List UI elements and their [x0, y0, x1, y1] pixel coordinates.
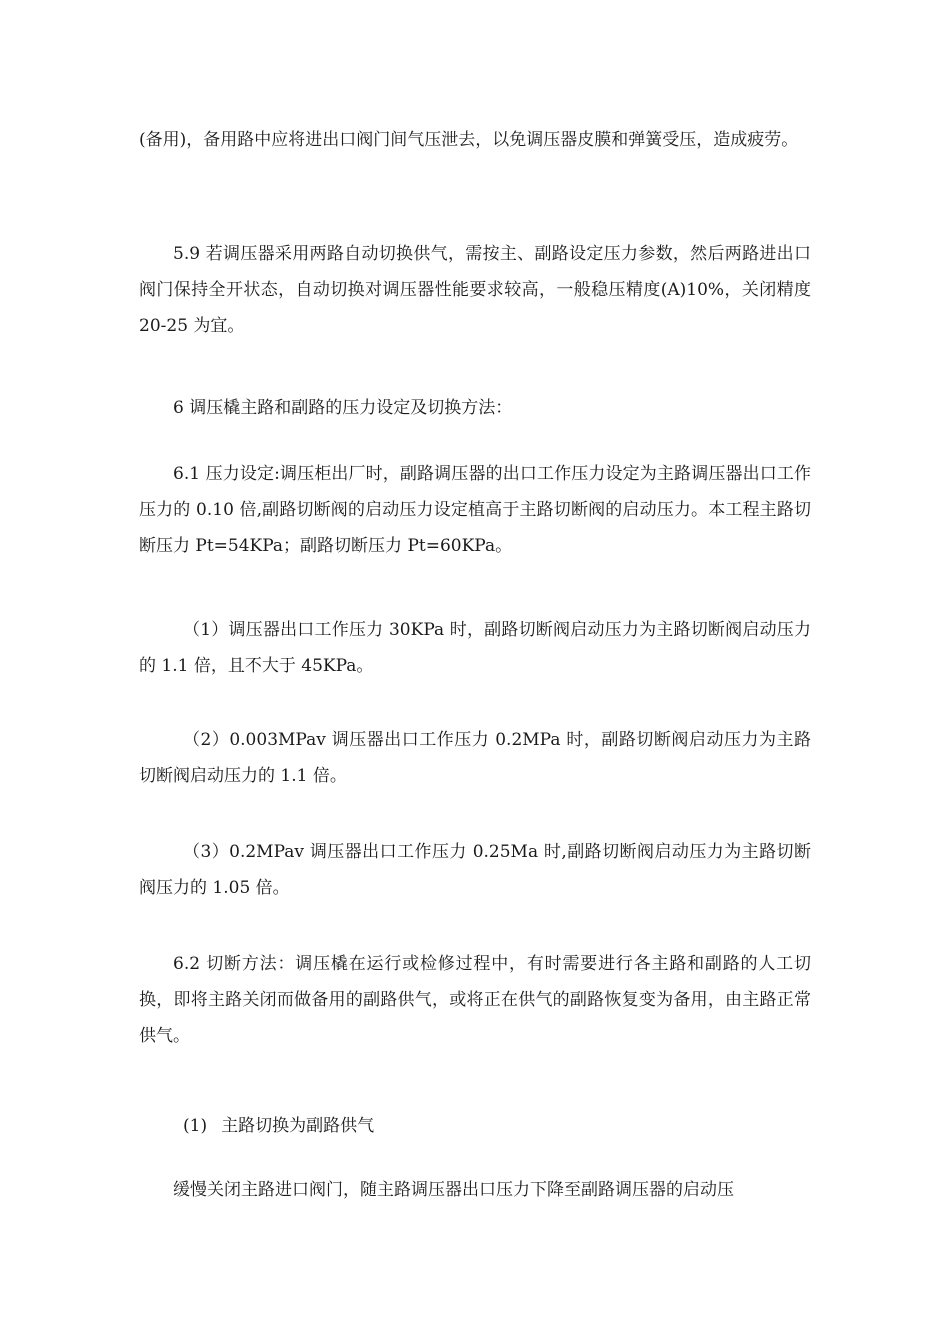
paragraph-item-1: （1）调压器出口工作压力 30KPa 时，副路切断阀启动压力为主路切断阀启动压力的 1.1 倍，且不大于 45KPa。	[139, 620, 811, 676]
sub-item-number: (1)	[183, 1116, 208, 1136]
paragraph-last: 缓慢关闭主路进口阀门，随主路调压器出口压力下降至副路调压器的启动压	[173, 1180, 734, 1200]
section-heading-6: 6 调压橇主路和副路的压力设定及切换方法：	[173, 398, 513, 418]
paragraph-5-9: 5.9 若调压器采用两路自动切换供气，需按主、副路设定压力参数，然后两路进出口阀门保持全开状态，自动切换对调压器性能要求较高，一般稳压精度(A)10%，关闭精度 20-25 为宜。	[139, 244, 811, 336]
sub-item-heading	[183, 1108, 374, 1144]
paragraph-6-2: 6.2 切断方法：调压橇在运行或检修过程中，有时需要进行各主路和副路的人工切换，即将主路关闭而做备用的副路供气，或将正在供气的副路恢复变为备用，由主路正常供气。	[139, 954, 811, 1046]
paragraph-continuation: (备用)，备用路中应将进出口阀门间气压泄去，以免调压器皮膜和弹簧受压，造成疲劳。	[139, 130, 799, 150]
paragraph-item-2: （2）0.003MPav 调压器出口工作压力 0.2MPa 时，副路切断阀启动压力为主路切断阀启动压力的 1.1 倍。	[139, 730, 811, 786]
paragraph-6-1: 6.1 压力设定:调压柜出厂时，副路调压器的出口工作压力设定为主路调压器出口工作压力的 0.10 倍,副路切断阀的启动压力设定植高于主路切断阀的启动压力。本工程主路切断压力 Pt=54KPa；副路切断压力 Pt=60KPa。	[139, 464, 811, 556]
paragraph-item-3: （3）0.2MPav 调压器出口工作压力 0.25Ma 时,副路切断阀启动压力为主路切断阀压力的 1.05 倍。	[139, 842, 811, 898]
sub-item-text: 主路切换为副路供气	[221, 1116, 375, 1136]
